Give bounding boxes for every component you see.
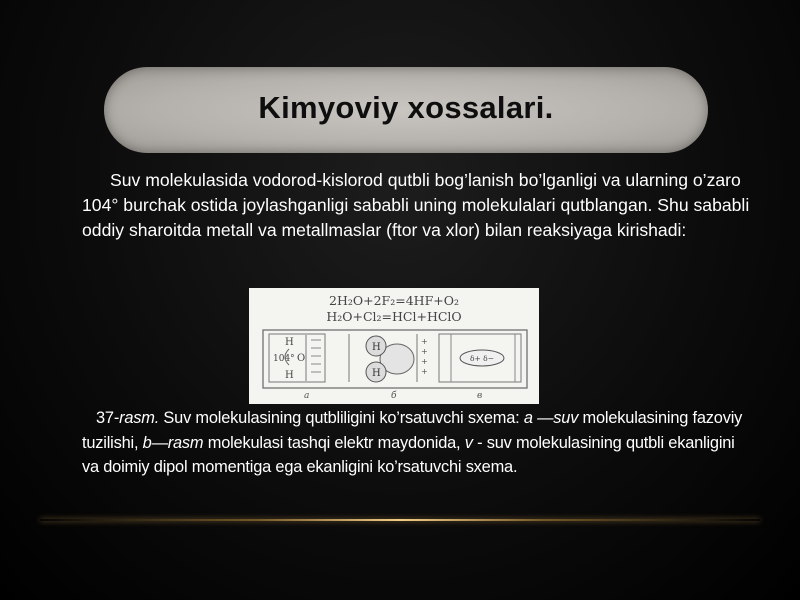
caption-text-2: molekulasining fazoviy tuzilishi, bbox=[82, 409, 743, 452]
panel-a bbox=[269, 334, 325, 382]
panel-a-hydrogen-bottom: H bbox=[285, 370, 294, 381]
caption-marker-b: b—rasm bbox=[142, 433, 204, 452]
caption-marker-v: v bbox=[464, 433, 473, 452]
panel-b-plus: + bbox=[421, 367, 428, 376]
figure-drawing bbox=[249, 288, 539, 404]
decorative-glow-line bbox=[40, 519, 760, 521]
panel-b-plus: + bbox=[421, 357, 428, 366]
panel-b-label: б bbox=[391, 391, 397, 401]
caption-fig-number: 37- bbox=[96, 409, 120, 427]
body-paragraph bbox=[82, 168, 752, 243]
panel-a-label: a bbox=[304, 391, 310, 401]
panel-c bbox=[439, 334, 521, 382]
slide-title: Kimyoviy xossalari. bbox=[258, 90, 554, 125]
paragraph-text: Suv molekulasida vodorod-kislorod qutbli bog’lanish bo’lganligi va ularning o’zaro 104° burchak ostida joylashganligi sababli uning molekulalari qutblangan. Shu sababli oddiy sharoitda metall va metallmaslar (ftor va xlor) bilan reaksiyaga kirishadi: bbox=[82, 170, 750, 240]
panel-b-hydrogen-bottom: H bbox=[372, 368, 381, 379]
caption-text-1: Suv molekulasining qutbliligini ko’rsatuvchi sxema: bbox=[159, 409, 524, 427]
panel-c-charges: δ+ δ− bbox=[470, 354, 494, 363]
caption-marker-a: a —suv bbox=[523, 409, 579, 427]
figure-caption bbox=[82, 406, 752, 480]
equation-fluorine: 2H₂O+2F₂=4HF+O₂ bbox=[329, 293, 459, 308]
caption-text-3: molekulasi tashqi elektr maydonida, bbox=[203, 433, 465, 452]
caption-text-4: - suv molekulasining qutbli ekanligini va doimiy dipol momentiga ega ekanligini ko’rsatuvchi sxema. bbox=[82, 433, 735, 476]
panel-a-hydrogen-top: H bbox=[285, 337, 294, 348]
caption-fig-word: rasm. bbox=[119, 409, 160, 427]
panel-b-hydrogen-top: H bbox=[372, 342, 381, 353]
panel-b-plus: + bbox=[421, 347, 428, 356]
panel-b bbox=[349, 334, 428, 382]
title-banner bbox=[104, 67, 708, 153]
panel-a-oxygen: O bbox=[297, 353, 306, 364]
panel-c-label: в bbox=[477, 391, 483, 401]
panel-a-angle: 104° bbox=[273, 354, 295, 364]
water-molecule-figure bbox=[249, 288, 539, 404]
panel-b-plus: + bbox=[421, 337, 428, 346]
equation-chlorine: H₂O+Cl₂=HCl+HClO bbox=[326, 309, 462, 324]
